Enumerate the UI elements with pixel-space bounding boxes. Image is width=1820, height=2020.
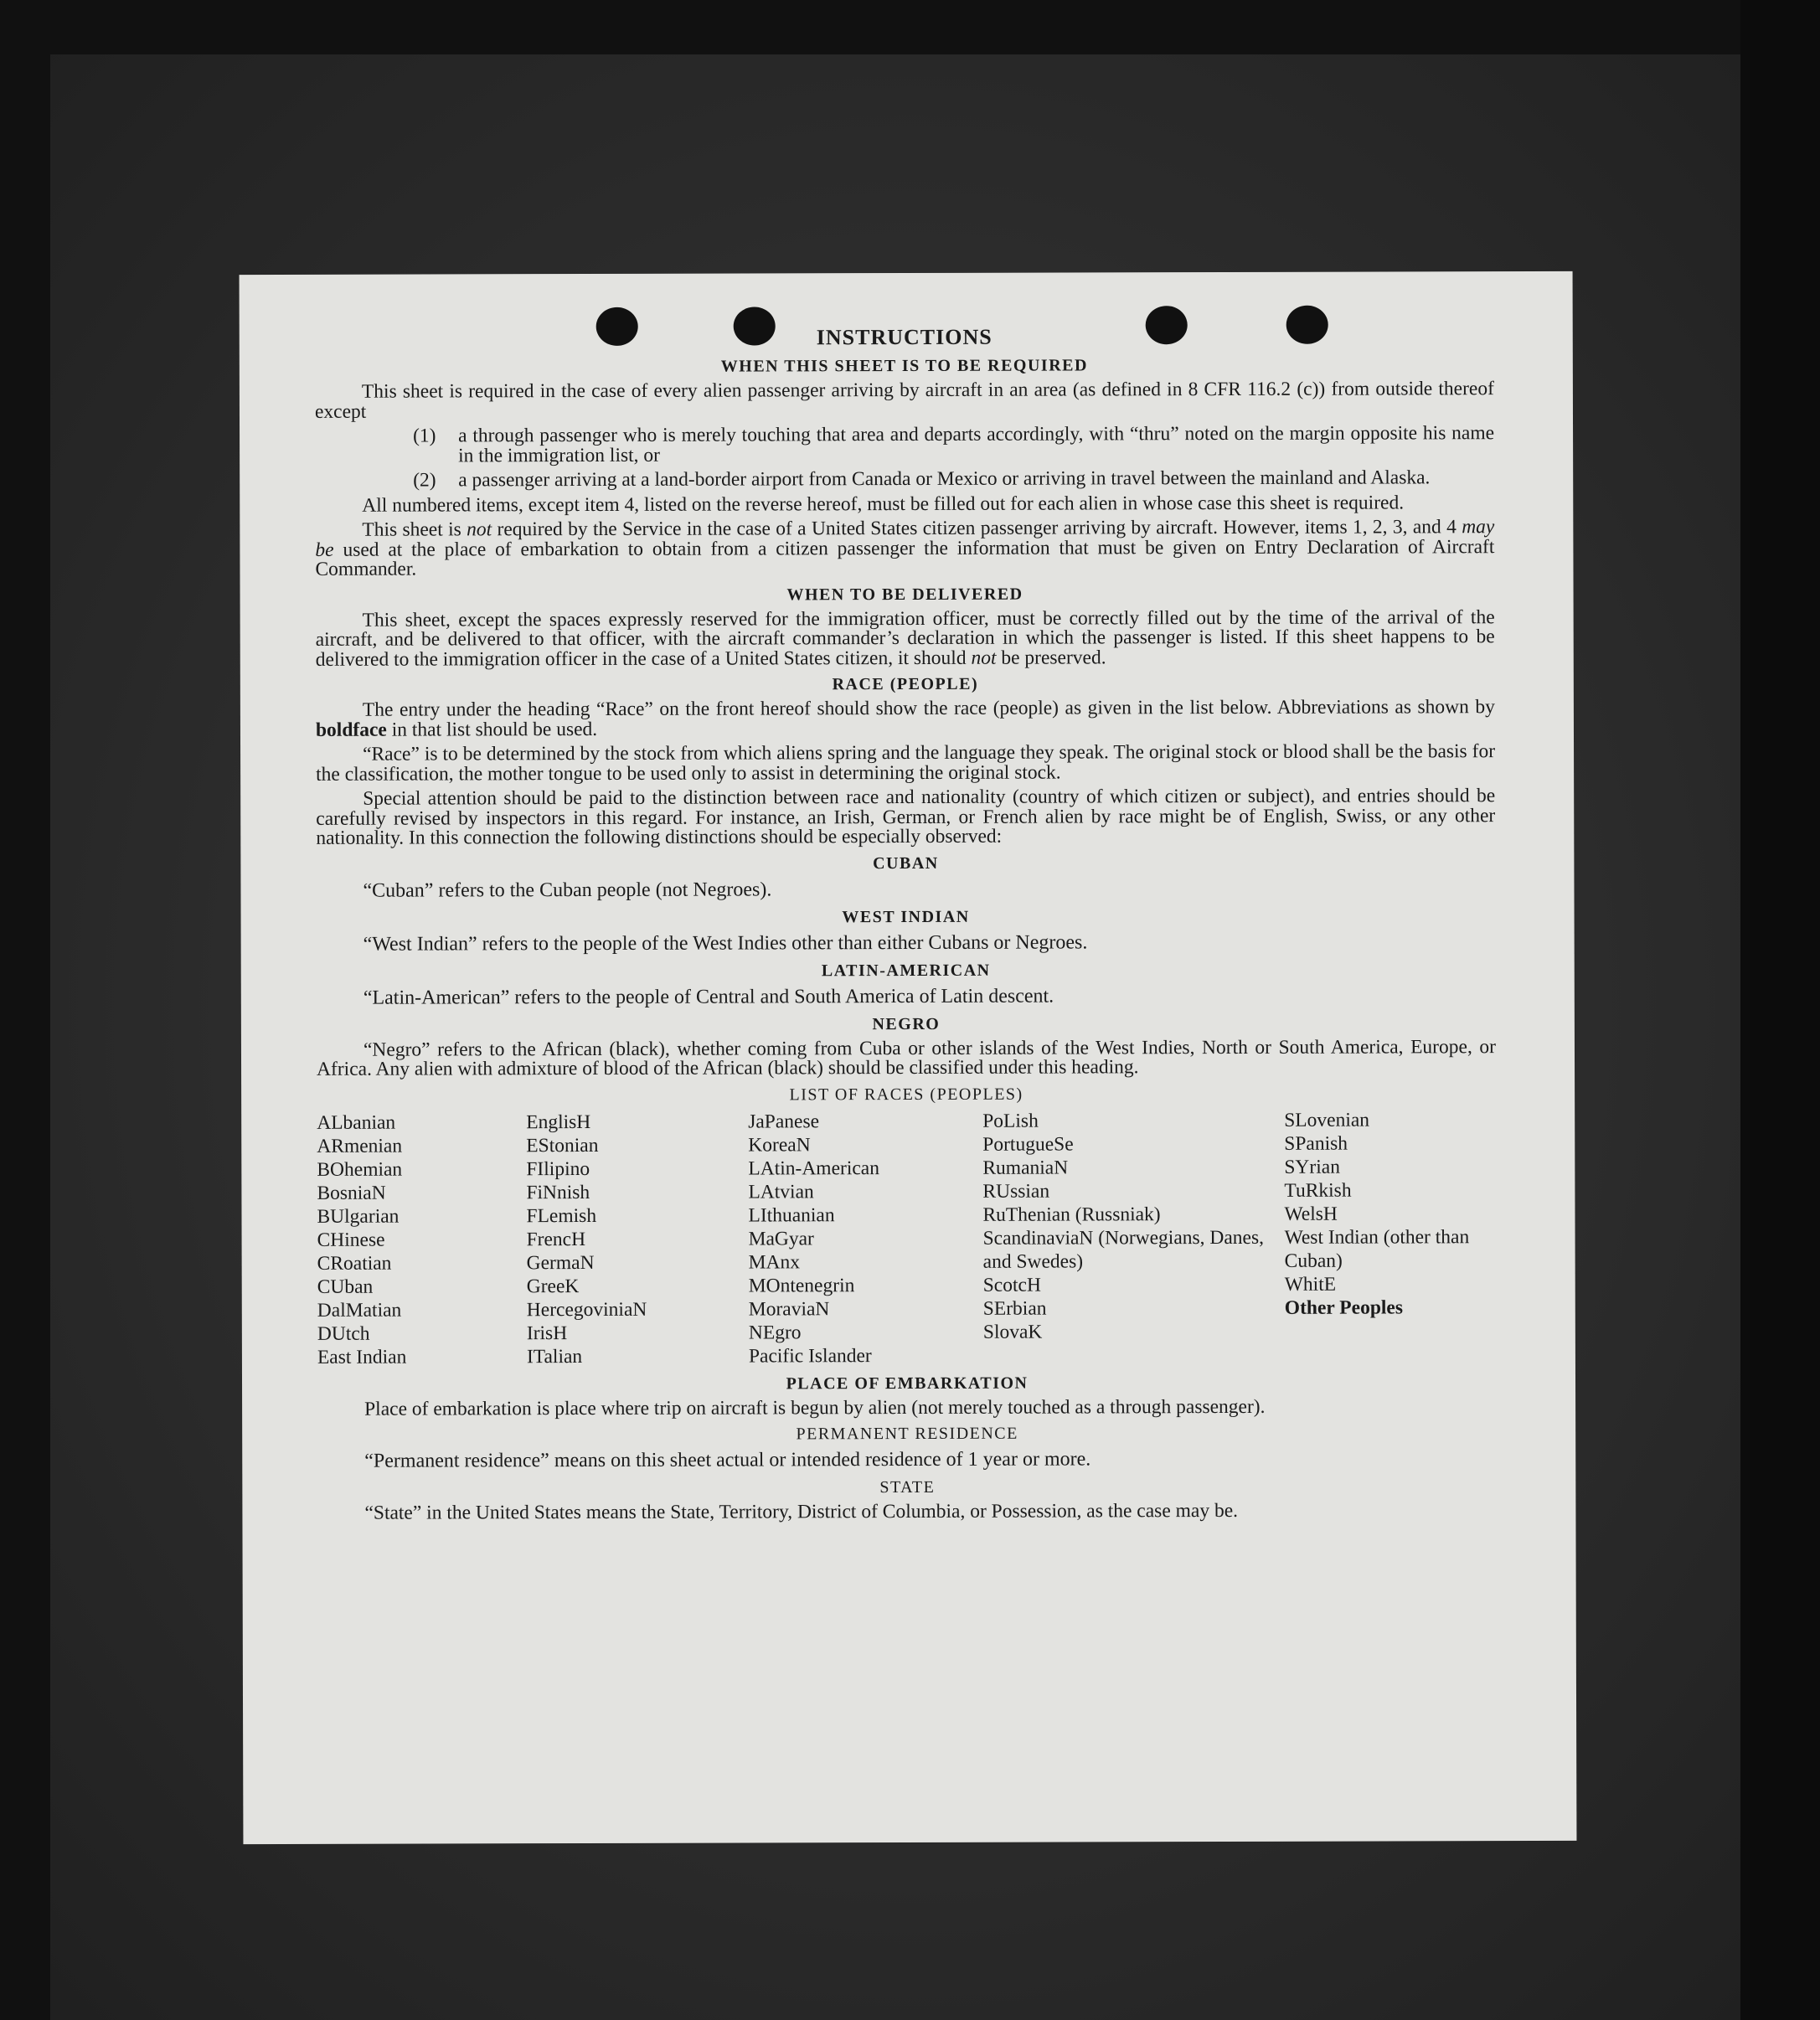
text-run: in that list should be used. — [386, 718, 598, 741]
race-entry: GreeK — [526, 1275, 580, 1297]
race-entry: ARmenian — [317, 1135, 403, 1157]
section-heading-when-required: WHEN THIS SHEET IS TO BE REQUIRED — [720, 356, 1088, 376]
race-entry: ALbanian — [317, 1111, 396, 1134]
paragraph: Place of embarkation is place where trip on aircraft is begun by alien (not merely touched as a through passenger). — [364, 1395, 1266, 1420]
race-entry: WhitE — [1284, 1273, 1337, 1296]
race-entry: BosniaN — [317, 1182, 386, 1204]
section-heading-race: RACE (PEOPLE) — [832, 674, 979, 694]
race-entry: PortugueSe — [982, 1132, 1074, 1156]
race-entry: EStonian — [526, 1134, 599, 1157]
text-run: The entry under the heading “Race” on the front hereof should show the race (people) as given in the list below. Abbreviations as shown by — [362, 696, 1495, 721]
race-entry: MaGyar — [748, 1227, 814, 1250]
paragraph: This sheet is required in the case of every alien passenger arriving by aircraft in an area (as defined in 8 CFR 116.2 (c)) from outside thereof except — [314, 378, 1494, 423]
race-entry: SErbian — [982, 1297, 1047, 1320]
numbered-item — [315, 424, 1494, 466]
section-heading-latin-american: LATIN-AMERICAN — [821, 961, 991, 980]
document-page — [240, 271, 1577, 1844]
race-entry: FiNnish — [526, 1181, 590, 1203]
race-entry: SLovenian — [1284, 1109, 1370, 1131]
races-column-4 — [982, 1108, 1285, 1367]
definition: “Permanent residence” means on this sheet actual or intended residence of 1 year or more. — [364, 1448, 1091, 1472]
scan-border-right — [1740, 0, 1820, 2020]
races-column-1 — [317, 1110, 527, 1369]
section-heading-residence: PERMANENT RESIDENCE — [796, 1424, 1018, 1444]
section-heading-west-indian: WEST INDIAN — [842, 907, 970, 926]
definition: “Cuban” refers to the Cuban people (not Negroes). — [363, 878, 772, 902]
paragraph — [316, 698, 1495, 740]
scan-border-top — [0, 0, 1820, 54]
emphasis: may be — [315, 516, 1495, 561]
race-entry: ITalian — [526, 1345, 583, 1368]
punch-hole — [1146, 306, 1188, 344]
section-heading-list-of-races: LIST OF RACES (PEOPLES) — [789, 1085, 1023, 1104]
race-entry: LAtvian — [748, 1180, 814, 1203]
races-list — [317, 1108, 1497, 1369]
race-entry: CHinese — [317, 1229, 385, 1251]
race-entry: FIlipino — [526, 1157, 590, 1180]
races-column-2 — [526, 1110, 749, 1368]
race-entry: SPanish — [1284, 1132, 1348, 1155]
section-heading-negro: NEGRO — [872, 1014, 941, 1033]
race-entry: CRoatian — [317, 1252, 392, 1275]
paragraph — [315, 518, 1494, 580]
races-column-5 — [1284, 1108, 1494, 1367]
item-text: a through passenger who is merely touching that area and departs accordingly, with “thru” noted on the margin opposite his name in the immigration list, or — [458, 422, 1495, 466]
document-title: INSTRUCTIONS — [816, 324, 992, 350]
race-entry: LIthuanian — [748, 1203, 835, 1226]
paragraph: “Negro” refers to the African (black), whether coming from Cuba or other islands of the West Indies, North or South America, Europe, or Africa. Any alien with admixture of blood of the African (black) should be classified under this heading. — [316, 1035, 1497, 1080]
race-entry: SlovaK — [982, 1321, 1043, 1343]
race-entry: WelsH — [1284, 1203, 1338, 1225]
race-entry: MoraviaN — [748, 1297, 830, 1320]
section-heading-cuban: CUBAN — [873, 853, 939, 873]
text-run: be preserved. — [996, 646, 1106, 669]
race-entry: PoLish — [982, 1110, 1039, 1132]
scan-border-left — [0, 0, 50, 2020]
race-entry: MOntenegrin — [748, 1274, 855, 1296]
race-entry: RumaniaN — [982, 1157, 1069, 1179]
definition: “Latin-American” refers to the people of Central and South America of Latin descent. — [363, 985, 1054, 1009]
race-entry: RuThenian (Russniak) — [982, 1203, 1161, 1226]
paragraph: “Race” is to be determined by the stock from which aliens spring and the language they speak. The original stock or blood shall be the basis for the classification, the mother tongue to be used only to assist in determining the original stock. — [316, 740, 1496, 786]
punch-holes — [240, 305, 1573, 358]
numbered-item — [315, 468, 1494, 491]
text-run: used at the place of embarkation to obtain from a citizen passenger the information that must be given on Entry Declaration of Aircraft Commander. — [315, 535, 1495, 580]
race-entry: SYrian — [1284, 1156, 1340, 1178]
race-entry: FLemish — [526, 1204, 597, 1227]
race-entry: BUlgarian — [317, 1205, 400, 1228]
text-run: This sheet, except the spaces expressly reserved for the immigration officer, must be correctly filled out by the time of the arrival of the aircraft, and be delivered to that officer, with the aircraft commander’s declaration in which the passenger is listed. If this sheet happens to be delivered to the immigration officer in the case of a United States citizen, it should — [315, 605, 1495, 671]
race-entry: EnglisH — [526, 1110, 591, 1133]
paragraph — [315, 605, 1495, 671]
section-heading-state: STATE — [879, 1477, 936, 1497]
paragraph: All numbered items, except item 4, listed on the reverse hereof, must be filled out for each alien in whose case this sheet is required. — [362, 491, 1405, 517]
race-entry: East Indian — [317, 1346, 407, 1368]
race-entry: MAnx — [748, 1250, 801, 1273]
race-entry: DUtch — [317, 1322, 370, 1345]
race-entry: HercegoviniaN — [526, 1298, 647, 1321]
race-entry: Other Peoples — [1284, 1296, 1404, 1319]
race-entry: TuRkish — [1284, 1179, 1352, 1202]
race-entry: KoreaN — [748, 1133, 811, 1156]
punch-hole — [734, 307, 776, 345]
section-heading-when-delivered: WHEN TO BE DELIVERED — [786, 585, 1023, 604]
race-entry: FrencH — [526, 1228, 586, 1250]
race-entry: RUssian — [982, 1180, 1050, 1203]
paragraph: Special attention should be paid to the distinction between race and nationality (country of which citizen or subject), and entries should be carefully revised by inspectors in this regard. For instance, an Irish, German, or French alien by race might be of English, Swiss, or any other nationality. In this connection the following distinctions should be especially observed: — [316, 785, 1496, 849]
item-number: (1) — [413, 425, 436, 447]
paragraph: “State” in the United States means the State, Territory, District of Columbia, or Possession, as the case may be. — [364, 1499, 1239, 1524]
text-run: This sheet is — [362, 518, 467, 541]
item-number: (2) — [413, 469, 436, 492]
punch-hole — [1286, 306, 1328, 344]
section-heading-embarkation: PLACE OF EMBARKATION — [786, 1373, 1029, 1393]
races-column-3 — [748, 1109, 983, 1368]
item-text: a passenger arriving at a land-border airport from Canada or Mexico or arriving in travel between the mainland and Alaska. — [458, 466, 1431, 492]
race-entry: LAtin-American — [748, 1157, 879, 1179]
punch-hole — [596, 307, 638, 346]
race-entry: GermaN — [526, 1251, 595, 1274]
race-entry: CUban — [317, 1275, 374, 1298]
definition: “West Indian” refers to the people of the West Indies other than either Cubans or Negroes. — [363, 930, 1088, 956]
race-entry: JaPanese — [748, 1110, 820, 1132]
race-entry: West Indian (other than Cuban) — [1284, 1225, 1470, 1272]
race-entry: ScotcH — [982, 1274, 1041, 1296]
emphasis: not — [971, 647, 997, 669]
race-entry: DalMatian — [317, 1299, 402, 1322]
race-entry: ScandinaviaN (Norwegians, Danes, and Swedes) — [982, 1226, 1265, 1273]
race-entry: BOhemian — [317, 1158, 403, 1181]
emphasis: not — [467, 518, 492, 541]
bold-text: boldface — [315, 719, 387, 741]
race-entry: NEgro — [748, 1321, 802, 1343]
race-entry: IrisH — [526, 1322, 568, 1344]
race-entry: Pacific Islander — [748, 1344, 872, 1367]
text-run: required by the Service in the case of a United States citizen passenger arriving by aircraft. However, items 1, 2, 3, and 4 — [492, 516, 1462, 541]
